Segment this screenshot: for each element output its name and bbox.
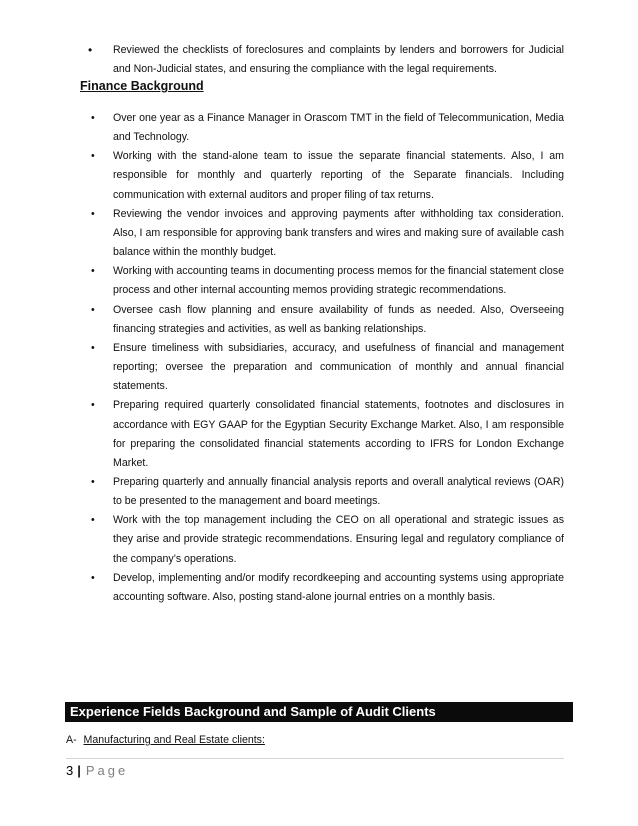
- list-item-foreclosures: [88, 41, 564, 79]
- bullet-icon: •: [91, 207, 95, 220]
- list-item: [91, 205, 564, 262]
- manufacturing-subheading: [66, 734, 265, 746]
- subheading-label: Manufacturing and Real Estate clients:: [83, 734, 265, 746]
- bullet-icon: •: [91, 303, 95, 316]
- bullet-icon: •: [91, 571, 95, 584]
- bullet-icon: •: [91, 265, 95, 278]
- finance-background-heading: Finance Background: [80, 79, 204, 93]
- bullet-icon: •: [91, 150, 95, 163]
- bullet-icon: •: [91, 514, 95, 527]
- list-item: [91, 109, 564, 147]
- list-item-text: Ensure timeliness with subsidiaries, accuracy, and usefulness of financial and management reporting; oversee the preparation and communication of monthly and annual financial statements.: [113, 341, 564, 393]
- list-item: [91, 262, 564, 300]
- list-item-text: Oversee cash flow planning and ensure availability of funds as needed. Also, Overseeing financing strategies and activities, as well as banking relationships.: [113, 303, 564, 335]
- subheading-prefix: A-: [66, 734, 77, 746]
- bullet-icon: •: [91, 341, 95, 354]
- footer-separator: |: [77, 763, 81, 778]
- list-item-text: Reviewing the vendor invoices and approving payments after withholding tax consideration. Also, I am responsible for approving bank transfers and wires and making sure of available cash balance within the monthly budget.: [113, 207, 564, 259]
- list-item-text: Work with the top management including the CEO on all operational and strategic issues as they arise and provide strategic recommendations. Ensuring legal and regulatory compliance of the company’s operations.: [113, 514, 564, 565]
- finance-background-list: [91, 109, 564, 607]
- list-item-text: Develop, implementing and/or modify recordkeeping and accounting systems using appropriate accounting software. Also, posting stand-alone journal entries on a monthly basis.: [113, 571, 564, 603]
- list-item: [91, 147, 564, 204]
- list-item: [91, 339, 564, 396]
- experience-section-banner: Experience Fields Background and Sample of Audit Clients: [65, 702, 573, 722]
- list-item: [91, 569, 564, 607]
- list-item: [91, 396, 564, 473]
- list-item-text: Working with accounting teams in documenting process memos for the financial statement close process and other internal accounting memos providing strategic recommendations.: [113, 265, 564, 297]
- bullet-icon: •: [91, 399, 95, 412]
- bullet-icon: •: [88, 43, 93, 57]
- list-item-text: Preparing quarterly and annually financial analysis reports and overall analytical reviews (OAR) to be presented to the management and board meetings.: [113, 475, 564, 508]
- list-item: [91, 473, 564, 511]
- footer-divider: [66, 758, 564, 759]
- list-item: [91, 301, 564, 339]
- page-number: 3: [66, 763, 74, 778]
- list-item-text: Working with the stand-alone team to issue the separate financial statements. Also, I am responsible for monthly and quarterly reporting of the Separate financials. Including communication with external auditors and proper filing of tax returns.: [113, 150, 564, 201]
- page-label: Page: [85, 763, 129, 778]
- page-footer: [66, 763, 128, 779]
- list-item-text: Preparing required quarterly consolidated financial statements, footnotes and disclosures in accordance with EGY GAAP for the Egyptian Security Exchange Market. Also, I am responsible for preparing the consolidated financial statements according to IFRS for London Exchange Market.: [113, 399, 564, 469]
- list-item-text: Over one year as a Finance Manager in Orascom TMT in the field of Telecommunication, Media and Technology.: [113, 112, 564, 144]
- list-item-text: Reviewed the checklists of foreclosures and complaints by lenders and borrowers for Judicial and Non-Judicial states, and ensuring the compliance with the legal requirements.: [113, 44, 564, 75]
- bullet-icon: •: [91, 112, 95, 124]
- list-item: [91, 511, 564, 568]
- bullet-icon: •: [91, 475, 95, 488]
